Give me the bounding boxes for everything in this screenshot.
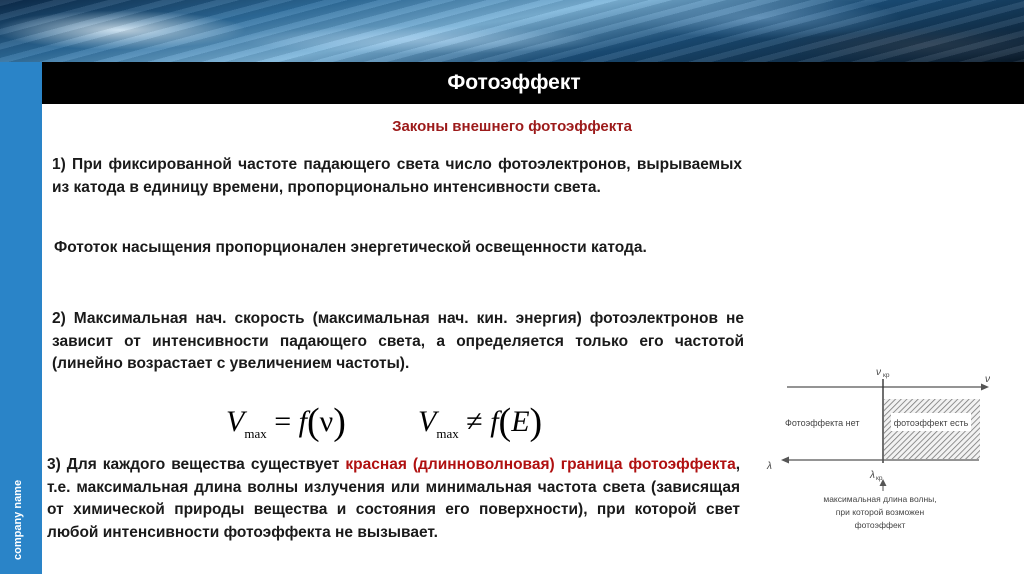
law-3-part2: , т.е. максимальная длина волны излучения или минимальная частота света (зависящая от химической природы вещества и состояния его поверхности), при которой свет любой интенсивности фотоэффекта не вызывает.: [47, 456, 741, 541]
law-2-text: 2) Максимальная нач. скорость (максимальная нач. кин. энергия) фотоэлектронов не зависит от интенсивности падающего света, а определяется только его частотой (линейно возрастает с увеличением частоты).: [52, 310, 744, 372]
effect-label: фотоэффект есть: [893, 418, 969, 428]
formula-1-arg: ν: [319, 405, 334, 438]
formula-2-sub: max: [436, 426, 459, 441]
formula-1-lparen: (: [306, 401, 320, 443]
company-name: company name: [12, 479, 24, 560]
slide-title: Фотоэффект: [447, 71, 581, 94]
lambda-cr-label: λ: [870, 470, 875, 481]
formula-vmax-equals: [226, 400, 346, 444]
formula-1-rparen: ): [333, 401, 346, 443]
nu-cr-label: ν: [876, 367, 881, 378]
formula-2-lparen: (: [498, 401, 512, 443]
formula-2-arg: E: [511, 405, 530, 438]
formula-1-v: V: [226, 405, 245, 438]
lambda-cr-sub: кр: [876, 475, 883, 482]
formula-2-rparen: ): [529, 401, 543, 443]
caption-line-2: при которой возможен: [835, 507, 925, 517]
formula-vmax-not-equals: [418, 400, 542, 444]
nu-axis-label: ν: [985, 374, 990, 385]
caption-line-3: фотоэффект: [854, 520, 906, 530]
red-boundary-term: красная (длинноволновая) граница фотоэффекта: [345, 456, 736, 473]
formula-1-op: =: [274, 405, 292, 438]
nu-cr-sub: кр: [883, 372, 890, 379]
formula-2-v: V: [418, 405, 437, 438]
title-bar: [42, 62, 1024, 104]
no-effect-label: Фотоэффекта нет: [785, 418, 860, 428]
law-3-part1: 3) Для каждого вещества существует: [47, 456, 346, 473]
lambda-axis-label: λ: [767, 461, 772, 472]
lambda-axis-arrow: [781, 457, 789, 464]
caption-line-1: максимальная длина волны,: [823, 494, 937, 504]
law-3-text: [47, 454, 740, 544]
red-boundary-diagram: [765, 365, 1024, 535]
formula-2-f: f: [490, 405, 499, 438]
law-1-text: 1) При фиксированной частоте падающего света число фотоэлектронов, вырываемых из катода в единицу времени, пропорционально интенсивности света.: [52, 156, 742, 196]
formula-1-sub: max: [244, 426, 267, 441]
section-subtitle: Законы внешнего фотоэффекта: [392, 118, 632, 135]
saturation-text: Фототок насыщения пропорционален энергетической освещенности катода.: [54, 239, 647, 256]
header-banner-image: [0, 0, 1024, 62]
formula-2-op: ≠: [466, 405, 483, 438]
formula-1-f: f: [298, 405, 307, 438]
